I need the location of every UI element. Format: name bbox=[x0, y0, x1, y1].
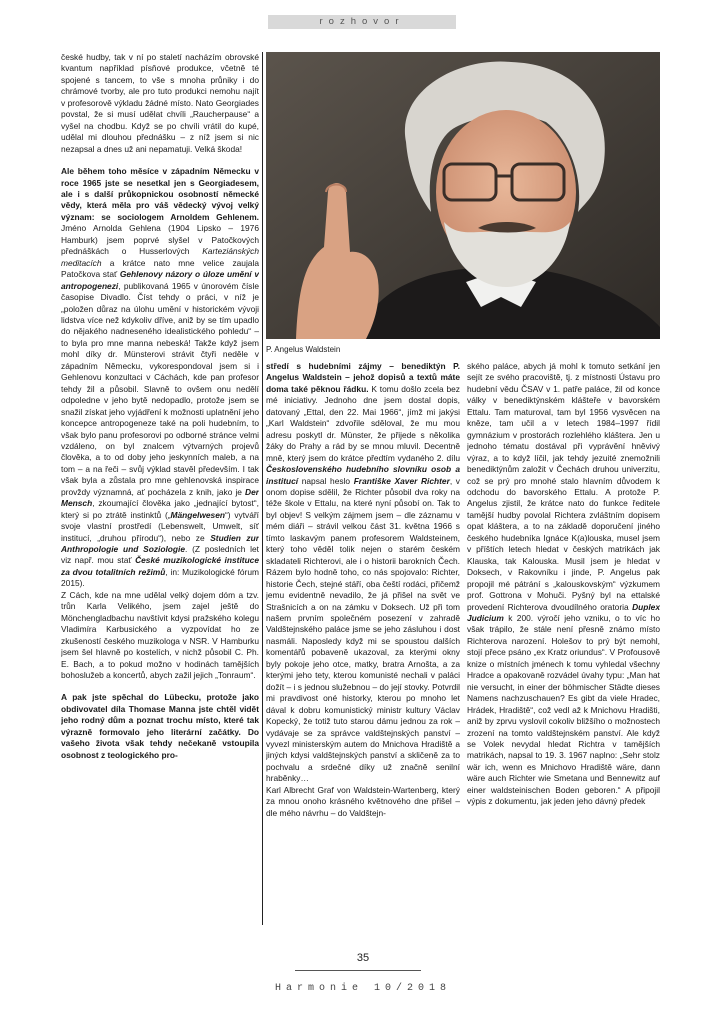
paragraph: Karl Albrecht Graf von Waldstein-Wartenberg, který za mnou onoho krásného květnového dne přišel – dle mého návrhu – do Valdštejn- bbox=[266, 784, 460, 818]
photo-caption: P. Angelus Waldstein bbox=[266, 345, 341, 354]
book-title: Karteziánských meditacích bbox=[61, 246, 259, 268]
page-number: 35 bbox=[356, 952, 370, 964]
paragraph: Z Cách, kde na mne udělal velký dojem dóm a tzv. trůn Karla Velikého, jsem zajel ještě do Mönchengladbachu navštívit kdysi pražského kolegu Vladimíra Karbusického a vyzpovídat ho ze zkušeností českého muzikologa v NSR. V Hamburku jsem šel hlavně po kostelích, v nichž působil C. Ph. E. Bach, a to pokud možno v hodinách tamějších bohoslužeb a koncertů, abych zažil jejich „Tonraum“. bbox=[61, 589, 259, 681]
question-paragraph bbox=[266, 361, 460, 785]
answer-text: , publikovaná 1965 v únorovém čísle časopise Divadlo. Číst tehdy o práci, v níž je „položen důraz na úlohu umění v historickém vývoji lidstva více než kdykoliv dříve, aniž by se tím upadlo do nějakého nadneseného idealistického pohledu“ – to byla pro mne manna nebeská! Takže když jsem mohl díky dr. Münsterovi strávit čtyři neděle v západním Německu, vykorespondoval jsem si i Gehlenovu konzultaci v Cáchách, kde pan profesor tehdy žil a působil. Slavně to ovšem onu nedělí odpoledne v jeho bytě nedopadlo, protože jsem se snažil získat jeho vyjádření k možnosti uplatnění jeho koncepce antropogeneze také na poli hudebním, to však bylo panu profesorovi po odborné stránce velmi vzdáleno, on byl znalcem výtvarných projevů člověka, a to od doby jeho jeskynních maleb, a na tom – a na řeči – svůj výklad stavěl především. I tak však byla a zůstala pro mne gehlenovská inspirace provždy významná, ať pocházela z knih, jako je bbox=[61, 280, 259, 497]
interview-question: středí s hudebními zájmy – benediktýn P. Angelus Waldstein – jehož dopisů a textů máte doma také pěknou řádku. bbox=[266, 361, 460, 394]
footer-rule bbox=[295, 970, 421, 971]
answer-text: K tomu došlo zcela bez mé iniciativy. Jednoho dne jsem dostal dopis, datovaný „Ettal, den 22. Mai 1966“, jímž mi jakýsi „Karl Waldstein“ zdvořile sděloval, že mu mou adresu poskytl dr. Münster, že přijede s několika žáky do Prahy a rád by se mnou mluvil. Decentně mně, který jsem do krátce předtím vydaného 2. dílu bbox=[266, 383, 460, 463]
question-paragraph bbox=[61, 166, 259, 590]
body-text: k 200. výročí jeho vzniku, o to víc ho však trápilo, že stále není přesně známo místo Richterova narození. Holešov to prý být nemohl, stojí přece psáno „ex Kratz oriundus“. V Profousově knize o místních jménech k tomu vyhledal všechny Hradce a opakovaně rozvádel úvahy typu: „Man hat nie versucht, in einer der böhmischer Städte dieses Namens nachzuschauen? Es gibt da viele Hradec, Hrádek, Hradiště“, což vedl až k Mnichovu Hradišti, aniž by zprvu vyslovil cokoliv bližšího o možnostech zrození na tomto valdštejnském panství. Ale když se Volek nevydal hledat Richtra v tamějších matrikách, napsal to 19. 3. 1967 naplno: „Sehr stolz wär ich, wenn es Mnichovo Hradiště wäre, dann wäre auch Richter wie Smetana und Bennewitz auf einer waldsteinischen Boden geboren.“ A připojil výpis z dokumentu, jak jeden jeho dávný předek bbox=[467, 612, 660, 807]
body-text: ského paláce, abych já mohl k tomuto setkání jen sejít ze svého pracoviště, tj. z místnosti Ústavu pro hudební vědu ČSAV v 1. patře paláce, žil od konce války v benediktýnském klášteře v bavorském Ettalu. Tam maturoval, tam byl 1956 vysvěcen na kněze, tam učil a v letech 1984–1997 řídil gymnázium v prostorách rozlehlého kláštera. Jen u jednoho tématu dostával při vyprávění hněvivý výraz, a to když líčil, jak tehdy jezuité znemožnili benediktýnům založit v Čechách druhou univerzitu, což se prý pro mnohé stalo hlavním důvodem k odchodu do bavorského Ettalu. A protože P. Angelus zjistil, že krátce nato do funkce ředitele tamější hudby povolal Richtera zvláštním dopisem opat kláštera, a to na základě doporučení jiného českého hudebníka Ignáce K(a)louska, musel jsem v příštích letech hledat v českých matrikách jak Klauska, tak Kalouska. Musil jsem je hledat v Doksech, v Rakovníku i jinde, P. Angelus pak propojil mé pátrání s „kalouskovským“ výzkumem prof. Gottrona v Mohuči. Pyšný byl na ettalské provedení Richterova dvoudílného oratoria bbox=[467, 361, 660, 612]
answer-text: “) vytváří svoje vlastní prostředí (Lebenswelt, Umwelt, síť institucí, „druhou přírodu“), nebo ze bbox=[61, 509, 259, 543]
book-title: Studien zur Anthropologie und Soziologie bbox=[61, 532, 259, 555]
book-title: Der Mensch bbox=[61, 486, 259, 509]
answer-text: , zkoumající člověka jako „jednající bytost“, který si po ztrátě instinktů („ bbox=[61, 498, 259, 520]
magazine-masthead: Harmonie 10/2018 bbox=[274, 983, 451, 994]
article-column-3 bbox=[467, 361, 660, 927]
answer-text: . (Z posledních let viz např. mou stať bbox=[61, 544, 259, 566]
article-title: Gehlenovy názory o úloze umění v antropogenezi bbox=[61, 269, 259, 291]
article-column-2 bbox=[266, 361, 460, 927]
portrait-illustration bbox=[266, 52, 660, 339]
answer-text: , v onom dopise sdělil, že Richter působil dva roky na téže škole v Ettalu, na které nyní působí on. Tak to byl objev! S velkým zájmem jsem – dle záznamu v mém diáři – strávil velkou část 31. května 1966 s tímto laskavým panem profesorem Waldsteinem, který toho věděl tolik nejen o starém českém skladateli Richterovi, ale i o historii barokních Čech. Rázem bylo hodně toho, co nás spojovalo: Richter, historie Čech, stejné stáří, oba čeští rodáci, přičemž jemu evidentně nevadilo, že já přišel na svět ve Strašnicích a on na zámku v Doksech. Už při tom našem prvním společném posezení v zahradě Valdštejnského paláce jsme se jeho zásluhou i dost nasmáli. Naposledy když mi se spoustou dalších komentářů pobaveně ukazoval, za kterými okny byly pokoje jeho otce, matky, bratra Arnošta, a za kterými jeho tety, kterou komunisté nechali v paláci dožít – i s jednou služebnou – do její stovky. Potvrdil mi pravdivost oné historky, kterou po mnoho let dával k dobru komunistický ministr kultury Václav Kopecký, že totiž tuto starou dámu jednou za rok – vydávaje se za správce valdštejnských panství – vyvezl ministerským autem do Mnichova Hradiště a jiných kdysi valdštejnských panství a skličeně za to pochvalu a srdečné díky už značně senilní hraběnky… bbox=[266, 475, 460, 784]
article-column-1 bbox=[61, 52, 259, 924]
answer-text: a krátce nato mne velice zaujala Patočkova stať bbox=[61, 257, 259, 280]
interview-question: A pak jste spěchal do Lübecku, protože jako obdivovatel díla Thomase Manna jste chtěl vidět jeho rodný dům a poznat trochu místo, které tak výrazně formovalo jeho literární začátky. Do vašeho života však tehdy nečekaně vstoupila osobnost z teologického pro- bbox=[61, 692, 259, 760]
section-label: rozhovor bbox=[268, 15, 456, 29]
term: Mängelwesen bbox=[170, 509, 225, 520]
entry-title: Františke Xaver Richter bbox=[353, 475, 450, 486]
interview-question: Ale během toho měsíce v západním Německu v roce 1965 jste se nesetkal jen s Georgiadesem, ale i s další průkopnickou osobností německé vědy, která měla pro váš vědecký vývoj velký význam: se sociologem Arnoldem Gehlenem. bbox=[61, 166, 259, 222]
portrait-photo bbox=[266, 52, 660, 339]
answer-text: napsal heslo bbox=[298, 475, 354, 486]
article-title: České muzikologické instituce za dvou totalitních režimů bbox=[61, 555, 259, 577]
column-divider bbox=[262, 52, 263, 925]
answer-text: Jméno Arnolda Gehlena (1904 Lipsko – 1976 Hamburk) jsem poprvé slyšel v Patočkových přednáškách o Husserlových bbox=[61, 223, 259, 257]
work-title: Duplex Judicium bbox=[467, 601, 660, 623]
book-title: Československého hudebního slovníku osob a institucí bbox=[266, 464, 460, 486]
answer-text: , in: Muzikologické fórum 2015). bbox=[61, 566, 259, 589]
paragraph bbox=[467, 361, 660, 808]
paragraph: české hudby, tak v ní po staletí nacházím obrovské kvantum například písňové produkce, včetně té spojené s tancem, to vše s mnoha průniky i do chrámové tvorby, ale pro tuto produkci nemohu najít v profesorově výkladu žádné místo. Nato Georgiades povstal, že si musí udělat chvíli „Raucherpause“ a vyšel na chodbu. Když se po chvíli vrátil do kupé, udělal mi dlouhou přednášku – z níž jsem si nic nezapsal a dnes už ani nepamatuji. Velká škoda! bbox=[61, 52, 259, 154]
